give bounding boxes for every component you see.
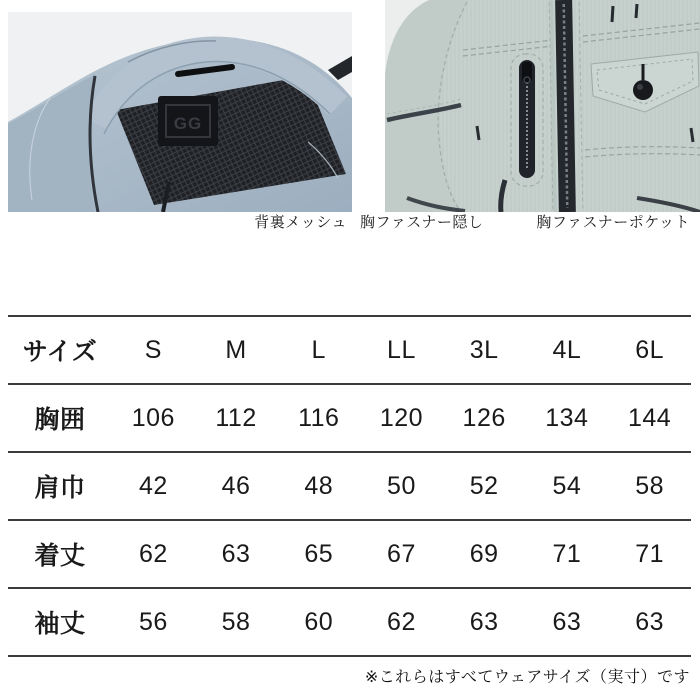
- header-size-ll: LL: [387, 335, 416, 364]
- header-size-6l: 6L: [635, 335, 665, 364]
- header-size-3l: 3L: [469, 335, 499, 364]
- cell-value: 62: [138, 539, 168, 568]
- cell-value: 116: [298, 403, 340, 432]
- table-row-sleeve: [8, 588, 691, 656]
- table-row-chest: [8, 384, 691, 452]
- table-row-length: [8, 520, 691, 588]
- cell-value: 63: [552, 607, 582, 636]
- product-photo-mesh-lining: [8, 12, 352, 212]
- cell-value: 126: [462, 403, 506, 432]
- header-size-m: M: [225, 335, 247, 364]
- size-table-header-row: [8, 316, 691, 384]
- cell-value: 71: [635, 539, 665, 568]
- cell-value: 112: [215, 403, 257, 432]
- header-size-s: S: [144, 335, 162, 364]
- cell-value: 46: [221, 471, 251, 500]
- chest-pockets-illustration: [385, 0, 700, 212]
- row-label-sleeve: 袖丈: [34, 610, 86, 638]
- cell-value: 52: [469, 471, 499, 500]
- cell-value: 63: [635, 607, 665, 636]
- row-label-shoulder: 肩巾: [34, 474, 86, 502]
- cell-value: 134: [545, 403, 589, 432]
- cell-value: 62: [387, 607, 416, 636]
- cell-value: 56: [138, 607, 168, 636]
- header-size-4l: 4L: [552, 335, 582, 364]
- caption-mesh-lining: 背裏メッシュ: [254, 214, 347, 231]
- cell-value: 106: [131, 403, 175, 432]
- cell-value: 48: [304, 471, 334, 500]
- cell-value: 58: [635, 471, 665, 500]
- cell-value: 60: [304, 607, 334, 636]
- cell-value: 67: [387, 539, 416, 568]
- cell-value: 42: [138, 471, 168, 500]
- row-label-length: 着丈: [34, 542, 86, 570]
- size-table: [8, 315, 691, 657]
- row-label-chest: 胸囲: [34, 406, 86, 434]
- cell-value: 120: [379, 403, 424, 432]
- brand-logo-gg: [158, 96, 218, 146]
- cell-value: 50: [387, 471, 416, 500]
- mesh-lining-illustration: [8, 12, 352, 212]
- product-photo-chest-pockets: [385, 0, 700, 212]
- cell-value: 65: [304, 539, 334, 568]
- header-size-l: L: [311, 335, 326, 364]
- pocket-button: [633, 80, 653, 100]
- cell-value: 71: [552, 539, 582, 568]
- caption-zipper-pocket: 胸ファスナーポケット: [536, 214, 690, 231]
- size-footnote: ※これらはすべてウェアサイズ（実寸）です: [364, 669, 690, 686]
- cell-value: 144: [628, 403, 672, 432]
- cell-value: 63: [469, 607, 499, 636]
- svg-text:GG: GG: [173, 114, 203, 133]
- table-row-shoulder: [8, 452, 691, 520]
- cell-value: 69: [469, 539, 499, 568]
- caption-zipper-hidden: 胸ファスナー隠し: [360, 214, 484, 231]
- cell-value: 54: [552, 471, 582, 500]
- cell-value: 58: [221, 607, 251, 636]
- cell-value: 63: [221, 539, 251, 568]
- header-size-label: サイズ: [22, 338, 98, 366]
